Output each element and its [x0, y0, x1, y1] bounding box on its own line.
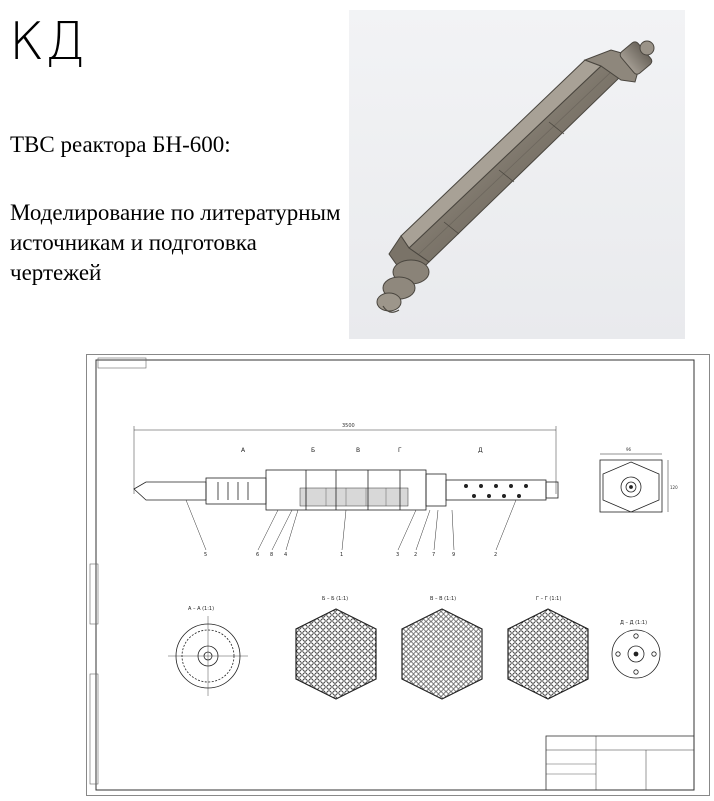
section-label-a: А – А (1:1) — [188, 606, 215, 612]
end-view-width: 96 — [626, 447, 632, 452]
section-mark-g: Г — [398, 447, 402, 454]
technical-drawing-sheet — [86, 354, 710, 796]
drawing-sheet-icon — [86, 354, 710, 796]
section-mark-v: В — [356, 447, 361, 454]
slide-description: Моделирование по литературным источникам и подготовка чертежей — [10, 200, 341, 285]
callout-2a: 2 — [414, 552, 418, 558]
section-mark-a: А — [241, 447, 246, 454]
section-g-g-hex — [508, 609, 588, 699]
section-label-d: Д – Д (1:1) — [620, 620, 648, 626]
slide-subtitle: ТВС реактора БН-600: — [10, 132, 231, 157]
section-mark-d: Д — [478, 447, 483, 454]
section-mark-b: Б — [311, 447, 316, 454]
slide-title: КД — [9, 12, 87, 72]
callout-6: 6 — [256, 552, 260, 558]
section-label-v: В – В (1:1) — [430, 596, 457, 602]
callout-2b: 2 — [494, 552, 498, 558]
section-label-b: Б – Б (1:1) — [322, 596, 349, 602]
callout-1: 1 — [340, 552, 344, 558]
section-label-g: Г – Г (1:1) — [536, 596, 562, 602]
overall-length-dimension: 3500 — [342, 423, 355, 429]
callout-5: 5 — [204, 552, 208, 558]
section-v-v-hex — [402, 609, 482, 699]
callout-8: 8 — [270, 552, 274, 558]
fuel-assembly-3d-icon — [349, 10, 685, 339]
section-b-b-hex — [296, 609, 376, 699]
callout-9: 9 — [452, 552, 456, 558]
end-view-height: 120 — [670, 485, 678, 490]
callout-3: 3 — [396, 552, 400, 558]
fuel-assembly-render-image — [349, 10, 685, 339]
callout-4: 4 — [284, 552, 288, 558]
callout-7: 7 — [432, 552, 436, 558]
